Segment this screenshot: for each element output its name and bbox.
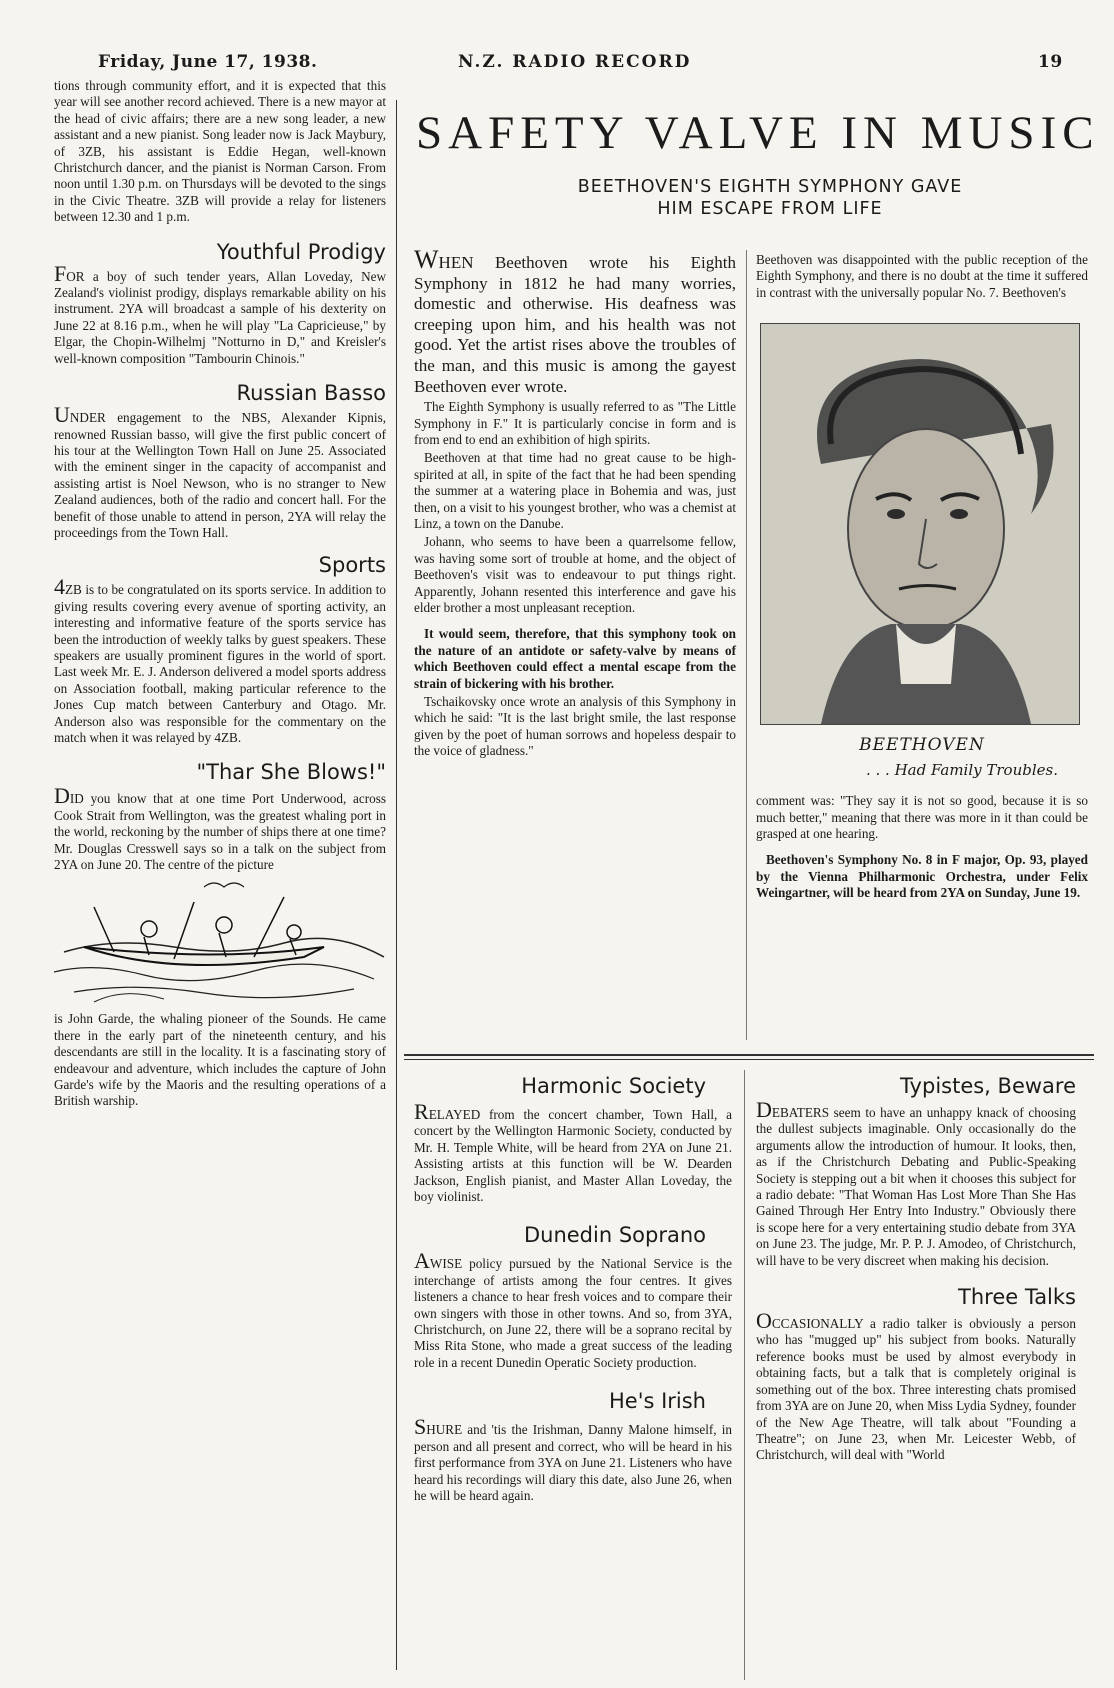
youthful-prodigy-article: FOR a boy of such tender years, Allan Loveday, New Zealand's violinist prodigy, displays remarkable ability on his instrument. 2YA will broadcast a sample of his dexterity on June 22 at 8.16 p.m., when he will play "La Capricieuse," by Elgar, the Chopin-Wilhelmj "Notturno in D," and Kreisler's well-known composition "Tambourin Chinois." (54, 260, 386, 366)
typistes-beware-heading: Typistes, Beware (900, 1074, 1076, 1098)
drop-cap: S (414, 1414, 427, 1440)
portrait-caption-subtitle: . . . Had Family Troubles. (865, 761, 1058, 780)
feature-paragraph-4: Johann, who seems to have been a quarrelsome fellow, was having some sort of trouble at home, and the object of Beethoven's visit was to endeavour to put things right. Apparently, Johann resented this interference and gave his elder brother a most unpleasant reception. (414, 534, 736, 616)
thar-she-blows-continued: is John Garde, the whaling pioneer of the Sounds. He came there in the early part of the nineteenth century, and his descendants are still in the locality. It is a fascinating story of endeavour and adventure, which includes the capture of John Garde's wife by the Maoris and the resulting operations of a British warship. (54, 1011, 386, 1109)
sports-heading: Sports (318, 553, 386, 578)
feature-lead-paragraph: WHEN Beethoven wrote his Eighth Symphony in 1812 he had many worries, domestic and otherwise. His deafness was creeping upon him, and his health was not good. Yet the artist rises above the troubles of the man, and this music is among the gayest Beethoven ever wrote. (414, 245, 736, 396)
drop-cap: A (414, 1248, 430, 1274)
feature-bold-paragraph: It would seem, therefore, that this symphony took on the nature of an antidote or safety-valve by means of which Beethoven could effect a mental escape from the strain of bickering with his brother. (414, 626, 736, 691)
feature-side-bottom: comment was: "They say it is not so good, because it is so much better," meaning that there was more in it than could be grasped at one hearing. (756, 793, 1088, 842)
whaling-boat-illustration (54, 877, 386, 1007)
russian-basso-article: UNDER engagement to the NBS, Alexander Kipnis, renowned Russian basso, will give the first public concert of his tour at the Wellington Town Hall on June 25. Associated with the eminent singer in the capacity of accompanist and assisting artist is Noel Newson, who is no stranger to New Zealand audiences, both of the radio and concert hall. For the benefit of those unable to attend in person, 2YA will relay the proceedings from the Town Hall. (54, 402, 386, 540)
section-rule-thin (404, 1059, 1094, 1060)
typistes-beware-article: DEBATERS seem to have an unhappy knack of choosing the dullest subjects imaginable. Only occasionally do the arguments allow the introduction of humour. It looks, then, as if the Christchurch Debating and Public-Speaking Society is stepping out a bit when it chooses this subject for a radio debate: "That Woman Has Lost More Than She Has Gained Through Her Entry Into Industry." Obviously there is scope here for a very entertaining studio debate from 3YA on June 23. The judge, Mr. P. P. J. Amodeo, of Christchurch, will have to be very discreet when making his decision. (756, 1097, 1076, 1268)
section-rule (404, 1054, 1094, 1056)
portrait-caption-title: BEETHOVEN (859, 735, 985, 756)
harmonic-society-heading: Harmonic Society (521, 1074, 706, 1098)
feature-paragraph-6: Tschaikovsky once wrote an analysis of this Symphony in which he said: "It is the last bright smile, the last response given by the poet of human sorrows and hopeless despair to the voice of gladness." (414, 694, 736, 759)
feature-main-column (414, 245, 736, 760)
column-three (414, 1074, 732, 1504)
column-divider (396, 100, 397, 1670)
feature-side-top: Beethoven was disappointed with the public reception of the Eighth Symphony, and there is no doubt at the time it suffered in contrast with the universally popular No. 7. Beethoven's (756, 252, 1088, 300)
beethoven-portrait (760, 323, 1080, 725)
thar-she-blows-heading: "Thar She Blows!" (196, 760, 386, 785)
dunedin-soprano-article: AWISE policy pursued by the National Service is the interchange of artists among the four centres. It gives listeners a chance to hear fresh voices and to compare their own singers with those in other towns. And so, from 3YA, Christchurch, on June 22, there will be a soprano recital by Miss Rita Stone, who made a great success of the leading role in a recent Dunedin Operatic Society production. (414, 1248, 732, 1370)
hes-irish-article: SHURE and 'tis the Irishman, Danny Malone himself, in person and all present and correct, who will be heard in his first performance from 3YA on June 21. Listeners who have heard his recordings will diary this date, also June 26, when he will be heard again. (414, 1414, 732, 1503)
dunedin-soprano-heading: Dunedin Soprano (523, 1223, 706, 1248)
lower-column-divider (744, 1070, 745, 1680)
feature-side-column (756, 252, 1088, 902)
portrait-image (761, 324, 1079, 724)
feature-paragraph-3: Beethoven at that time had no great cause to be high-spirited at all, in spite of the fact that he had been spending the summer at a watering place in Bohemia and was, just then, on a visit to his youngest brother, who was a chemist at Linz, a town on the Danube. (414, 450, 736, 531)
column-one (54, 78, 386, 1110)
three-talks-heading: Three Talks (958, 1285, 1076, 1310)
youthful-prodigy-heading: Youthful Prodigy (216, 239, 386, 264)
broadcast-notice: Beethoven's Symphony No. 8 in F major, Op. 93, played by the Vienna Philharmonic Orchestra, under Felix Weingartner, will be heard from 2YA on Sunday, June 19. (756, 852, 1088, 901)
drop-cap: D (54, 783, 70, 809)
page-number: 19 (1038, 52, 1063, 72)
feature-deck: BEETHOVEN'S EIGHTH SYMPHONY GAVE HIM ESCAPE FROM LIFE (577, 177, 963, 219)
feature-paragraph-2: The Eighth Symphony is usually referred to as "The Little Symphony in F." It is particularly concise in form and is from end to end an exhibition of high spirits. (414, 399, 736, 447)
community-sing-article: tions through community effort, and it is expected that this year will see another record achieved. There is a new mayor at the head of civic affairs; there are a new song leader, a new assistant and a new pianist. Song leader now is Jack Maybury, of 3ZB, his assistant is Eddie Hegan, well-known Christchurch dancer, and the pianist is Norman Carson. From noon until 1.30 p.m. on Thursdays will be devoted to the sings in the Civic Theatre. 3ZB will provide a relay for listeners between 12.30 and 1 p.m. (54, 78, 386, 225)
drop-cap: W (414, 245, 439, 274)
drop-cap: D (756, 1097, 772, 1122)
drop-cap: 4 (54, 574, 65, 600)
harmonic-society-article: RELAYED from the concert chamber, Town Hall, a concert by the Wellington Harmonic Society, conducted by Mr. H. Temple White, will be heard from 2YA on June 21. Assisting artists at this function will be W. Dearden Jackson, English pianist, and Master Allan Loveday, the boy violinist. (414, 1099, 732, 1205)
hes-irish-heading: He's Irish (608, 1389, 706, 1414)
three-talks-article: OCCASIONALLY a radio talker is obviously a person who has "mugged up" his subject from books. Naturally reference books must be used by almost everybody in obtaining facts, but a talk that is completely original is something out of the box. Three interesting chats promised from 3YA are on June 20, when Miss Lydia Sydney, founder of the New Age Theatre, will talk about "Founding a Theatre"; on June 23, when Mr. Leicester Webb, of Christchurch, will deal with "World (756, 1308, 1076, 1463)
issue-date: Friday, June 17, 1938. (98, 52, 318, 72)
sports-article: 4ZB is to be congratulated on its sports service. In addition to giving results covering every avenue of sporting activity, an interesting and informative feature of the sports service has been the introduction of weekly talks by guest speakers. These speakers are usually prominent figures in the world of sport. Last week Mr. E. J. Anderson delivered a model sports address on Association football, making particular reference to the Jones Cup match between Canterbury and Otago. Mr. Anderson also was responsible for the commentary on the match when it was relayed by 4ZB. (54, 574, 386, 745)
thar-she-blows-article: DID you know that at one time Port Underwood, across Cook Strait from Wellington, was the greatest whaling port in the world, reckoning by the number of ships there at one time? Mr. Douglas Cresswell says so in a talk on the subject from 2YA on June 20. The centre of the picture (54, 783, 386, 873)
feature-headline: SAFETY VALVE IN MUSIC (416, 107, 1100, 159)
column-four (756, 1074, 1076, 1464)
drop-cap: U (54, 402, 70, 428)
drop-cap: O (756, 1308, 772, 1334)
drop-cap: R (414, 1099, 429, 1124)
feature-column-divider (746, 250, 747, 1040)
russian-basso-heading: Russian Basso (236, 381, 386, 406)
drop-cap: F (54, 260, 67, 286)
publication-title: N.Z. RADIO RECORD (458, 52, 692, 72)
